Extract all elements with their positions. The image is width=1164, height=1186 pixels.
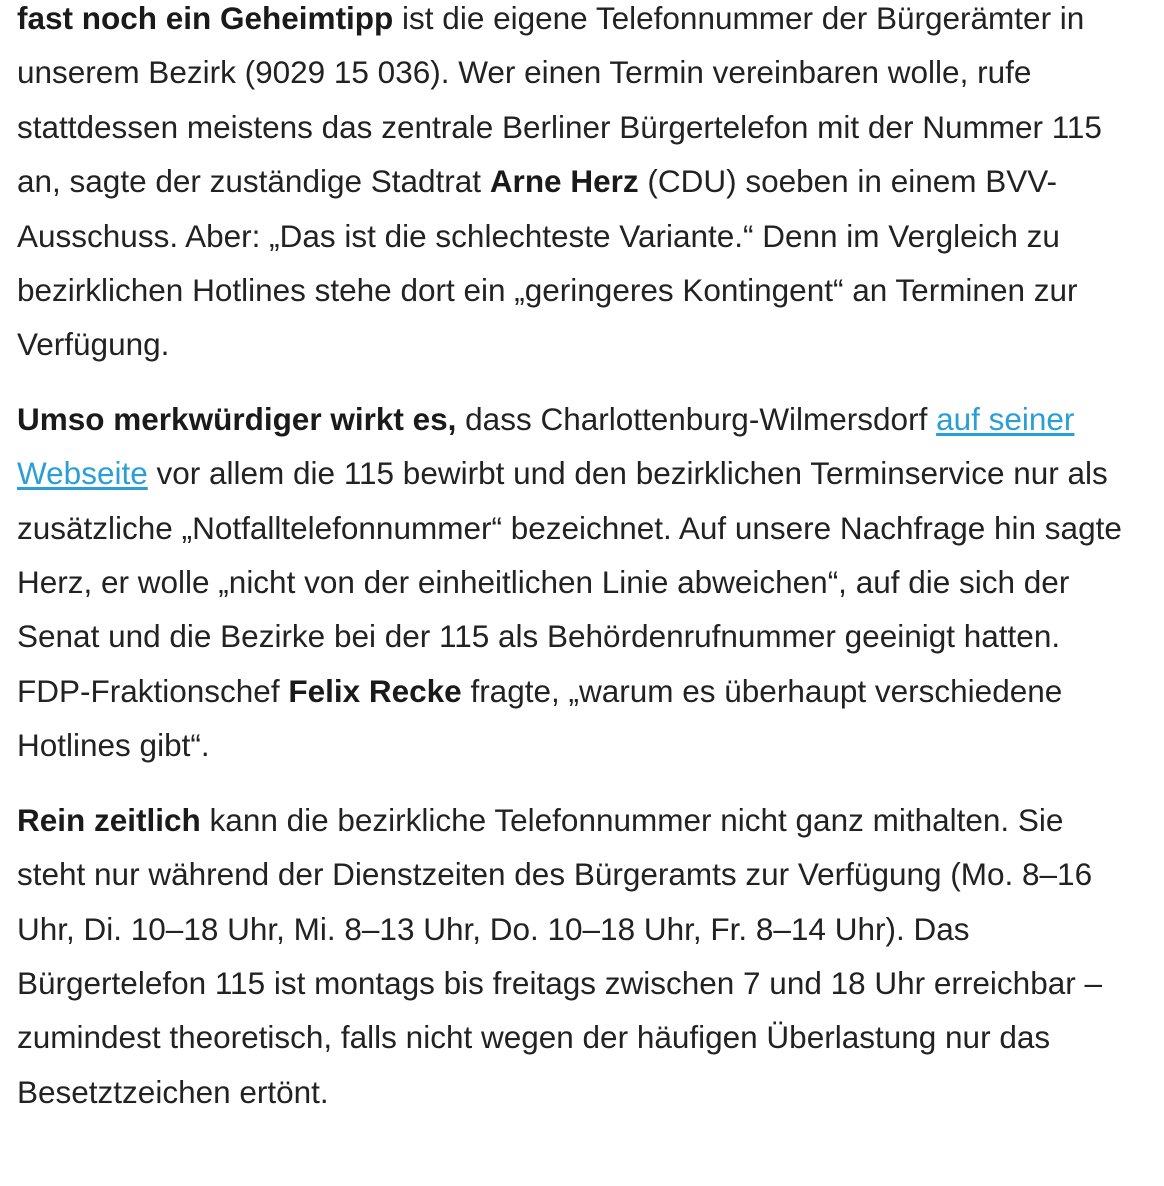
paragraph-lead: fast noch ein Geheimtipp <box>17 0 394 36</box>
person-name: Felix Recke <box>288 672 462 709</box>
paragraph-geheimtipp <box>17 0 1136 372</box>
person-name: Arne Herz <box>489 163 639 200</box>
webseite-link[interactable]: auf seiner Webseite <box>17 400 1075 492</box>
paragraph-merkwuerdiger <box>17 392 1136 773</box>
paragraph-text: vor allem die 115 bewirbt und den bezirklichen Terminservice nur als zusätzliche „Notfalltelefonnummer“ bezeichnet. Auf unsere Nachfrage hin sagte Herz, er wolle „nicht von der einheitlichen Linie abweichen“, auf die sich der Senat und die Bezirke bei der 115 als Behördenrufnummer geeinigt hatten. FDP-Fraktionschef <box>17 455 1122 709</box>
article-body <box>17 0 1136 1119</box>
paragraph-text: kann die bezirkliche Telefonnummer nicht ganz mithalten. Sie steht nur während der Dienstzeiten des Bürgeramts zur Verfügung (Mo. 8–16 Uhr, Di. 10–18 Uhr, Mi. 8–13 Uhr, Do. 10–18 Uhr, Fr. 8–14 Uhr). Das Bürgertelefon 115 ist montags bis freitags zwischen 7 und 18 Uhr erreichbar – zumindest theoretisch, falls nicht wegen der häufigen Überlastung nur das Besetztzeichen ertönt. <box>17 801 1102 1110</box>
paragraph-text: dass Charlottenburg-Wilmersdorf <box>456 400 937 437</box>
paragraph-lead: Umso merkwürdiger wirkt es, <box>17 400 457 437</box>
paragraph-text: ist die eigene Telefonnummer der Bürgerämter in unserem Bezirk (9029 15 036). Wer einen Termin vereinbaren wolle, rufe stattdessen meistens das zentrale Berliner Bürgertelefon mit der Nummer 115 an, sagte der zuständige Stadtrat <box>17 0 1102 200</box>
paragraph-rein-zeitlich <box>17 793 1136 1119</box>
paragraph-text: (CDU) soeben in einem BVV-Ausschuss. Aber: „Das ist die schlechteste Variante.“ Denn im Vergleich zu bezirklichen Hotlines stehe dort ein „geringeres Kontingent“ an Terminen zur Verfügung. <box>17 163 1078 363</box>
paragraph-lead: Rein zeitlich <box>17 801 201 838</box>
paragraph-text: fragte, „warum es überhaupt verschiedene Hotlines gibt“. <box>17 672 1063 764</box>
